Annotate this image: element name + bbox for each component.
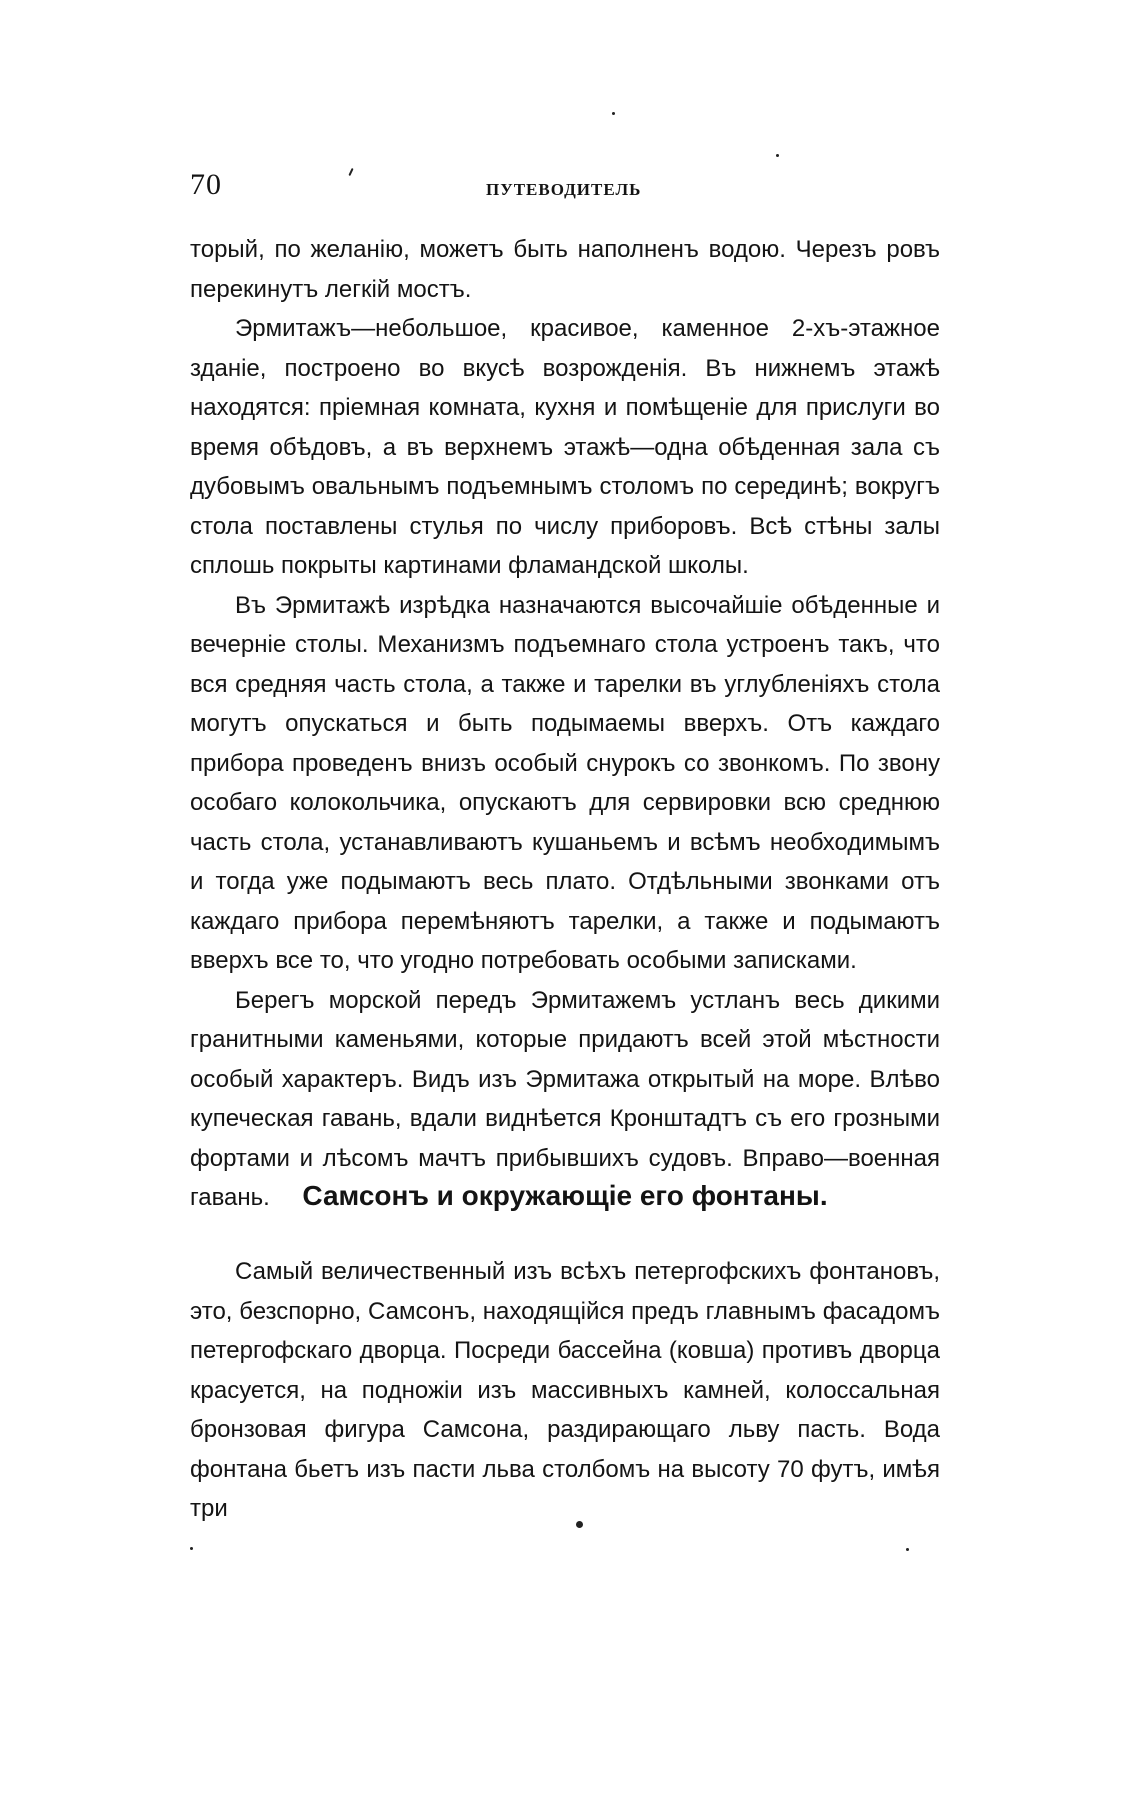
paragraph-dinners: Въ Эрмитажѣ изрѣдка назначаются высочайшіе обѣденные и вечерніе столы. Механизмъ подъемнаго стола устроенъ такъ, что вся средняя часть стола, а также и тарелки въ углубленіяхъ стола могутъ опускаться и быть подымаемы вверхъ. Отъ каждаго прибора проведенъ внизъ особый снурокъ со звонкомъ. По звону особаго колокольчика, опускаютъ для сервировки всю среднюю часть стола, устанавливаютъ кушаньемъ и всѣмъ необходимымъ и тогда уже подымаютъ весь плато. Отдѣльными звонками отъ каждаго прибора перемѣняютъ тарелки, а также и подымаютъ вверхъ все то, что угодно потребовать особыми записками. <box>190 591 940 974</box>
scan-speck <box>612 112 615 115</box>
section-text <box>190 1252 940 1529</box>
page-number: 70 <box>190 168 222 201</box>
section-heading: Самсонъ и окружающіе его фонтаны. <box>302 1180 828 1211</box>
paragraph-shore: Берегъ морской передъ Эрмитажемъ устланъ весь дикими гранитными каменьями, которые придаютъ всей этой мѣстности особый характеръ. Видъ изъ Эрмитажа открытый на море. Влѣво купеческая гавань, вдали виднѣется Кронштадтъ съ его грозными фортами и лѣсомъ мачтъ прибывшихъ судовъ. Вправо—военная гавань. <box>190 986 940 1211</box>
paragraph-hermitage: Эрмитажъ—небольшое, красивое, каменное 2-хъ-этажное зданіе, построено во вкусѣ возрожденія. Въ нижнемъ этажѣ находятся: пріемная комната, кухня и помѣщеніе для прислуги во время обѣдовъ, а въ верхнемъ этажѣ—одна обѣденная зала съ дубовымъ овальнымъ подъемнымъ столомъ по серединѣ; вокругъ стола поставлены стулья по числу приборовъ. Всѣ стѣны залы сплошь покрыты картинами фламандской школы. <box>190 315 940 579</box>
page-header <box>190 168 940 208</box>
main-text <box>190 230 940 1218</box>
paragraph-samson: Самый величественный изъ всѣхъ петергофскихъ фонтановъ, это, безспорно, Самсонъ, находящійся предъ главнымъ фасадомъ петергофскаго дворца. Посреди бассейна (ковша) противъ дворца красуется, на подножіи изъ массивныхъ камней, колоссальная бронзовая фигура Самсона, раздирающаго льву пасть. Вода фонтана бьетъ изъ пасти льва столбомъ на высоту 70 футъ, имѣя три <box>190 1258 940 1522</box>
paragraph-continuation: торый, по желанію, можетъ быть наполненъ водою. Черезъ ровъ перекинутъ легкій мостъ. <box>190 236 940 303</box>
scan-speck <box>906 1548 909 1551</box>
scan-speck <box>576 1521 583 1528</box>
scan-speck <box>776 154 779 157</box>
scan-speck <box>190 1547 193 1550</box>
running-head: ПУТЕВОДИТЕЛЬ <box>486 180 642 199</box>
